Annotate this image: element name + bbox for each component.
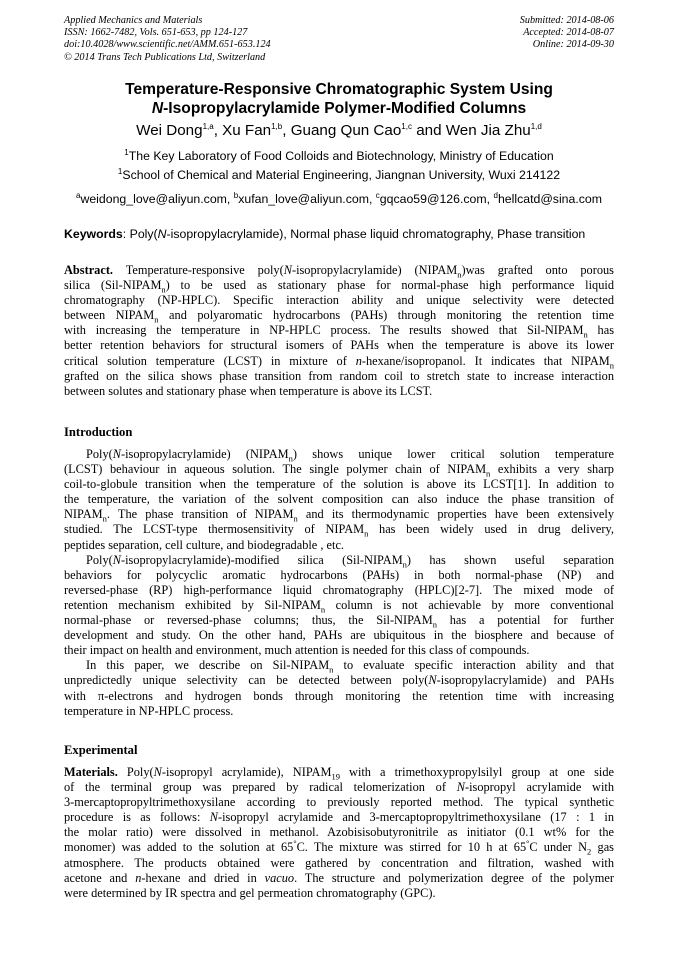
text-line: [64, 507, 614, 522]
text-line: [64, 492, 614, 507]
text-line: [64, 658, 614, 673]
text-run: with increasing the temperature in NP-HPLC process. The results showed that Sil-NIPAM: [64, 323, 584, 338]
email-address: gqcao59@126.com: [379, 192, 487, 206]
online-date: Online: 2014-09-30: [532, 39, 614, 51]
degree-superscript: °: [293, 840, 297, 849]
text-run: with π-electrons and hydrogen bonds through monitoring the retention time with increasing: [64, 688, 614, 703]
email-sup: a: [75, 190, 81, 200]
text-run: were determined by IR spectra and gel permeation chromatography (GPC).: [64, 885, 436, 900]
text-line: [64, 765, 614, 780]
text-run: grafted on the silica shows phase transition from random coil to stretch state to increase interaction: [64, 368, 614, 383]
text-run: Temperature-responsive poly(: [113, 263, 284, 277]
text-line: [64, 568, 614, 583]
text-line: [64, 795, 614, 810]
text-line: [64, 886, 614, 901]
email-address: weidong_love@aliyun.com: [80, 192, 227, 206]
italic-run: N: [283, 263, 292, 277]
affiliation-sup: 1: [124, 147, 129, 157]
text-run: C under N: [529, 840, 588, 855]
text-run: temperature in NP-HPLC process.: [64, 703, 234, 718]
author-separator: ,: [282, 122, 291, 139]
text-line: [64, 871, 614, 886]
author-name: Xu Fan: [222, 122, 272, 139]
italic-run: N: [153, 765, 162, 779]
italic-run: N: [428, 673, 437, 688]
author-name: Wen Jia Zhu: [445, 122, 531, 139]
text-run: and its thermodynamic properties have been extensively: [297, 507, 614, 522]
text-run: atmosphere. The products obtained were gathered by concentration and filtration, washed with: [64, 855, 614, 870]
affiliation-1: [30, 149, 648, 164]
text-run: (LCST) behaviour in aqueous solution. The single polymer chain of NIPAM: [64, 462, 487, 477]
text-run: -hexane/isopropanol. It indicates that NIPAM: [361, 353, 610, 368]
author-separator: ,: [213, 122, 223, 139]
text-run: -isopropylacrylamide) (NIPAM: [291, 263, 458, 277]
italic-run: vacuo: [264, 870, 295, 885]
text-run: -isopropyl acrylamide with: [464, 780, 614, 795]
text-run: the temperature, the variation of the solvent composition can also induce the phase transition of: [64, 492, 614, 507]
text-run: -isopropylacrylamide)-modified silica (Sil-NIPAM: [120, 552, 403, 567]
abstract: [64, 263, 614, 399]
text-line: [64, 323, 614, 338]
dates-header: [520, 15, 614, 52]
italic-run: N: [112, 447, 121, 461]
author-name: Guang Qun Cao: [290, 122, 402, 139]
text-run: ) shows unique lower critical solution temperature: [292, 447, 614, 461]
subscript: 2: [587, 846, 592, 856]
text-line: [64, 704, 614, 719]
subscript: 19: [331, 771, 340, 781]
text-run: coil-to-globule transition when the temperature of the solution is above its LCST[1]. In addition to: [64, 477, 614, 492]
keywords-italic: N: [157, 227, 167, 241]
introduction-paragraph: [64, 658, 614, 718]
paragraph-label: Materials.: [64, 765, 118, 779]
text-run: procedure is as follows:: [64, 810, 210, 825]
affiliation-sup: 1: [117, 166, 123, 176]
text-run: their impact on health and environment, much attention is needed for this class of compounds.: [64, 643, 530, 658]
introduction-lines: [64, 447, 614, 719]
text-run: column is not achievable by more conventional: [325, 597, 614, 612]
keywords: [64, 227, 624, 242]
author-separator: and: [411, 122, 446, 139]
text-run: -hexane and dried in: [141, 870, 265, 885]
text-run: . The structure and polymerization degree of the polymer: [294, 870, 614, 885]
text-run: behaviors for polycyclic aromatic hydrocarbons (PAHs) in both normal-phase (NP) and: [64, 567, 614, 582]
author-list: [40, 121, 638, 141]
text-line: [64, 447, 614, 462]
email-address: xufan_love@aliyun.com: [238, 192, 369, 206]
text-line: [64, 293, 614, 308]
subscript: n: [329, 664, 334, 674]
text-line: [64, 689, 614, 704]
keywords-text-post: -isopropylacrylamide), Normal phase liquid chromatography, Phase transition: [166, 227, 586, 241]
experimental-heading: Experimental: [64, 743, 138, 757]
text-run: -isopropyl acrylamide), NIPAM: [161, 765, 332, 779]
submitted-date: Submitted: 2014-08-06: [519, 15, 614, 26]
subscript: n: [288, 453, 293, 463]
journal-copyright: © 2014 Trans Tech Publications Ltd, Switzerland: [64, 51, 266, 63]
text-line: [64, 810, 614, 825]
text-run: chromatography (NP-HPLC). Specific interaction ability and unique selectivity were detected: [64, 293, 614, 308]
text-run: Poly(: [86, 447, 113, 461]
italic-run: n: [355, 353, 362, 368]
subscript: n: [583, 329, 588, 339]
text-line: [64, 462, 614, 477]
text-run: Poly(: [117, 765, 154, 779]
text-line: [64, 840, 614, 855]
text-run: normal-phase or reversed-phase columns; thus, the Sil-NIPAM: [64, 613, 433, 628]
experimental-body: [64, 765, 614, 901]
text-run: has been widely used in drug delivery,: [368, 522, 614, 537]
affiliation-text: School of Chemical and Material Engineering, Jiangnan University, Wuxi 214122: [122, 168, 561, 182]
text-run: studied. The LCST-type thermosensitivity of NIPAM: [64, 522, 365, 537]
introduction-heading: Introduction: [64, 425, 133, 439]
italic-run: n: [135, 870, 142, 885]
subscript: n: [293, 513, 298, 523]
text-run: the molar ratio) were dissolved in methanol. Azobisisobutyronitrile as initiator (0.1 wt% for the: [64, 825, 614, 840]
subscript: n: [432, 619, 437, 629]
text-line: [64, 369, 614, 384]
abstract-lines: [64, 263, 614, 399]
text-run: C. The mixture was stirred for 10 h at 65: [296, 840, 527, 855]
text-run: retention mechanism exhibited by Sil-NIPAM: [64, 597, 321, 612]
text-line: [64, 384, 614, 399]
text-line: [64, 522, 614, 537]
text-run: ) to be used as stationary phase for normal-phase high performance liquid: [165, 278, 614, 293]
subscript: n: [609, 360, 614, 369]
subscript: n: [486, 468, 491, 478]
text-run: critical solution temperature (LCST) in mixture of: [64, 353, 356, 368]
subscript: n: [402, 559, 407, 568]
text-line: [64, 643, 614, 658]
text-line: [64, 477, 614, 492]
materials-lines: [64, 765, 614, 901]
text-run: gas: [591, 840, 614, 855]
text-line: [64, 354, 614, 369]
introduction-body: [64, 447, 614, 719]
text-run: In this paper, we describe on Sil-NIPAM: [86, 658, 330, 673]
text-line: [64, 825, 614, 840]
journal-name: Applied Mechanics and Materials: [64, 15, 203, 26]
affiliation-text: The Key Laboratory of Food Colloids and Biotechnology, Ministry of Education: [128, 149, 554, 163]
text-line: [64, 598, 614, 613]
keywords-label: Keywords: [64, 227, 123, 241]
author-affil-sup: 1,b: [271, 121, 283, 131]
text-run: between NIPAM: [64, 308, 155, 323]
text-run: unpredictedly unique selectivity can be detected between poly(: [64, 673, 429, 688]
email-sup: b: [233, 190, 239, 200]
text-run: better retention behaviors for structural isomers of PAHs when the temperature is above its lower: [64, 338, 614, 353]
text-run: with a trimethoxypropylsilyl group at one side: [339, 765, 614, 779]
text-run: -isopropylacrylamide) and PAHs: [436, 673, 614, 688]
text-run: reversed-phase (RP) high-performance liquid chromatography (HPLC)[2-7]. The mixed mode of: [64, 582, 614, 597]
title-line-1: Temperature-Responsive Chromatographic System Using: [125, 81, 553, 98]
text-run: of the terminal group was prepared by radical telomerization of: [64, 780, 457, 795]
accepted-date: Accepted: 2014-08-07: [523, 27, 614, 39]
text-run: exhibits a very sharp: [490, 462, 614, 477]
paper-title: [40, 80, 638, 118]
text-run: development and study. On the other hand, PAHs are ubiquitous in the biosphere and because of: [64, 628, 614, 643]
journal-doi: doi:10.4028/www.scientific.net/AMM.651-653.124: [64, 39, 271, 51]
subscript: n: [154, 314, 159, 324]
subscript: n: [364, 528, 369, 538]
email-sup: d: [493, 190, 498, 200]
text-line: [64, 628, 614, 643]
text-line: [64, 278, 614, 293]
paragraph-label: Abstract.: [64, 263, 114, 277]
italic-run: N: [456, 780, 465, 795]
keywords-text-pre: : Poly(: [122, 227, 158, 241]
text-run: )was grafted onto porous: [461, 263, 614, 277]
author-name: Wei Dong: [136, 122, 203, 139]
text-line: [64, 538, 614, 553]
text-run: to evaluate specific interaction ability and that: [333, 658, 614, 673]
text-run: has a potential for further: [436, 613, 614, 628]
text-run: has: [587, 323, 614, 338]
text-line: [64, 856, 614, 871]
text-run: silica (Sil-NIPAM: [64, 278, 162, 293]
text-line: [64, 308, 614, 323]
subscript: n: [161, 284, 166, 294]
text-line: [64, 338, 614, 353]
text-run: peptides separation, cell culture, and biodegradable , etc.: [64, 537, 345, 552]
italic-run: N: [112, 552, 121, 567]
subscript: n: [457, 269, 462, 279]
text-run: 3-mercaptopropyltrimethoxysilane according to previously reported method. The typical synthetic: [64, 795, 614, 810]
text-run: -isopropylacrylamide) (NIPAM: [120, 447, 289, 461]
author-affil-sup: 1,d: [530, 121, 542, 131]
text-run: NIPAM: [64, 507, 103, 522]
text-run: monomer) was added to the solution at 65: [64, 840, 294, 855]
text-run: between solutes and stationary phase when temperature is above its LCST.: [64, 383, 433, 398]
text-line: [64, 263, 614, 278]
text-run: and polyaromatic hydrocarbons (PAHs) through monitoring the retention time: [158, 308, 614, 323]
text-run: ) has shown useful separation: [406, 552, 614, 567]
text-line: [64, 673, 614, 688]
title-italic-n: N: [151, 100, 164, 117]
email-sup: c: [375, 190, 380, 200]
journal-header: [64, 15, 271, 64]
author-affil-sup: 1,c: [401, 121, 412, 131]
italic-run: N: [209, 810, 219, 825]
subscript: n: [320, 604, 326, 614]
author-affil-sup: 1,a: [202, 121, 214, 131]
text-run: . The phase transition of NIPAM: [106, 507, 294, 522]
journal-issn: ISSN: 1662-7482, Vols. 651-653, pp 124-127: [64, 27, 248, 39]
text-line: [64, 553, 614, 568]
text-run: acetone and: [64, 870, 136, 885]
text-run: -isopropyl acrylamide and 3-mercaptopropyltrimethoxysilane (17 : 1 in: [218, 810, 614, 825]
text-line: [64, 583, 614, 598]
introduction-paragraph: [64, 553, 614, 659]
degree-superscript: °: [526, 840, 530, 849]
title-line-2-rest: -Isopropylacrylamide Polymer-Modified Columns: [163, 100, 527, 117]
introduction-paragraph: [64, 447, 614, 553]
subscript: n: [102, 513, 107, 523]
affiliation-2: [30, 168, 648, 183]
title-line-2: [40, 99, 638, 118]
text-line: [64, 613, 614, 628]
email-address: hellcatd@sina.com: [497, 192, 603, 206]
email-list: $^a$weidong_love@aliyun.com, $^b$xufan_love@aliyun.com, $^c$gqcao59@126.com, $^d$hellcatd@sina.com: [75, 190, 603, 206]
text-line: [64, 780, 614, 795]
text-run: Poly(: [86, 552, 113, 567]
